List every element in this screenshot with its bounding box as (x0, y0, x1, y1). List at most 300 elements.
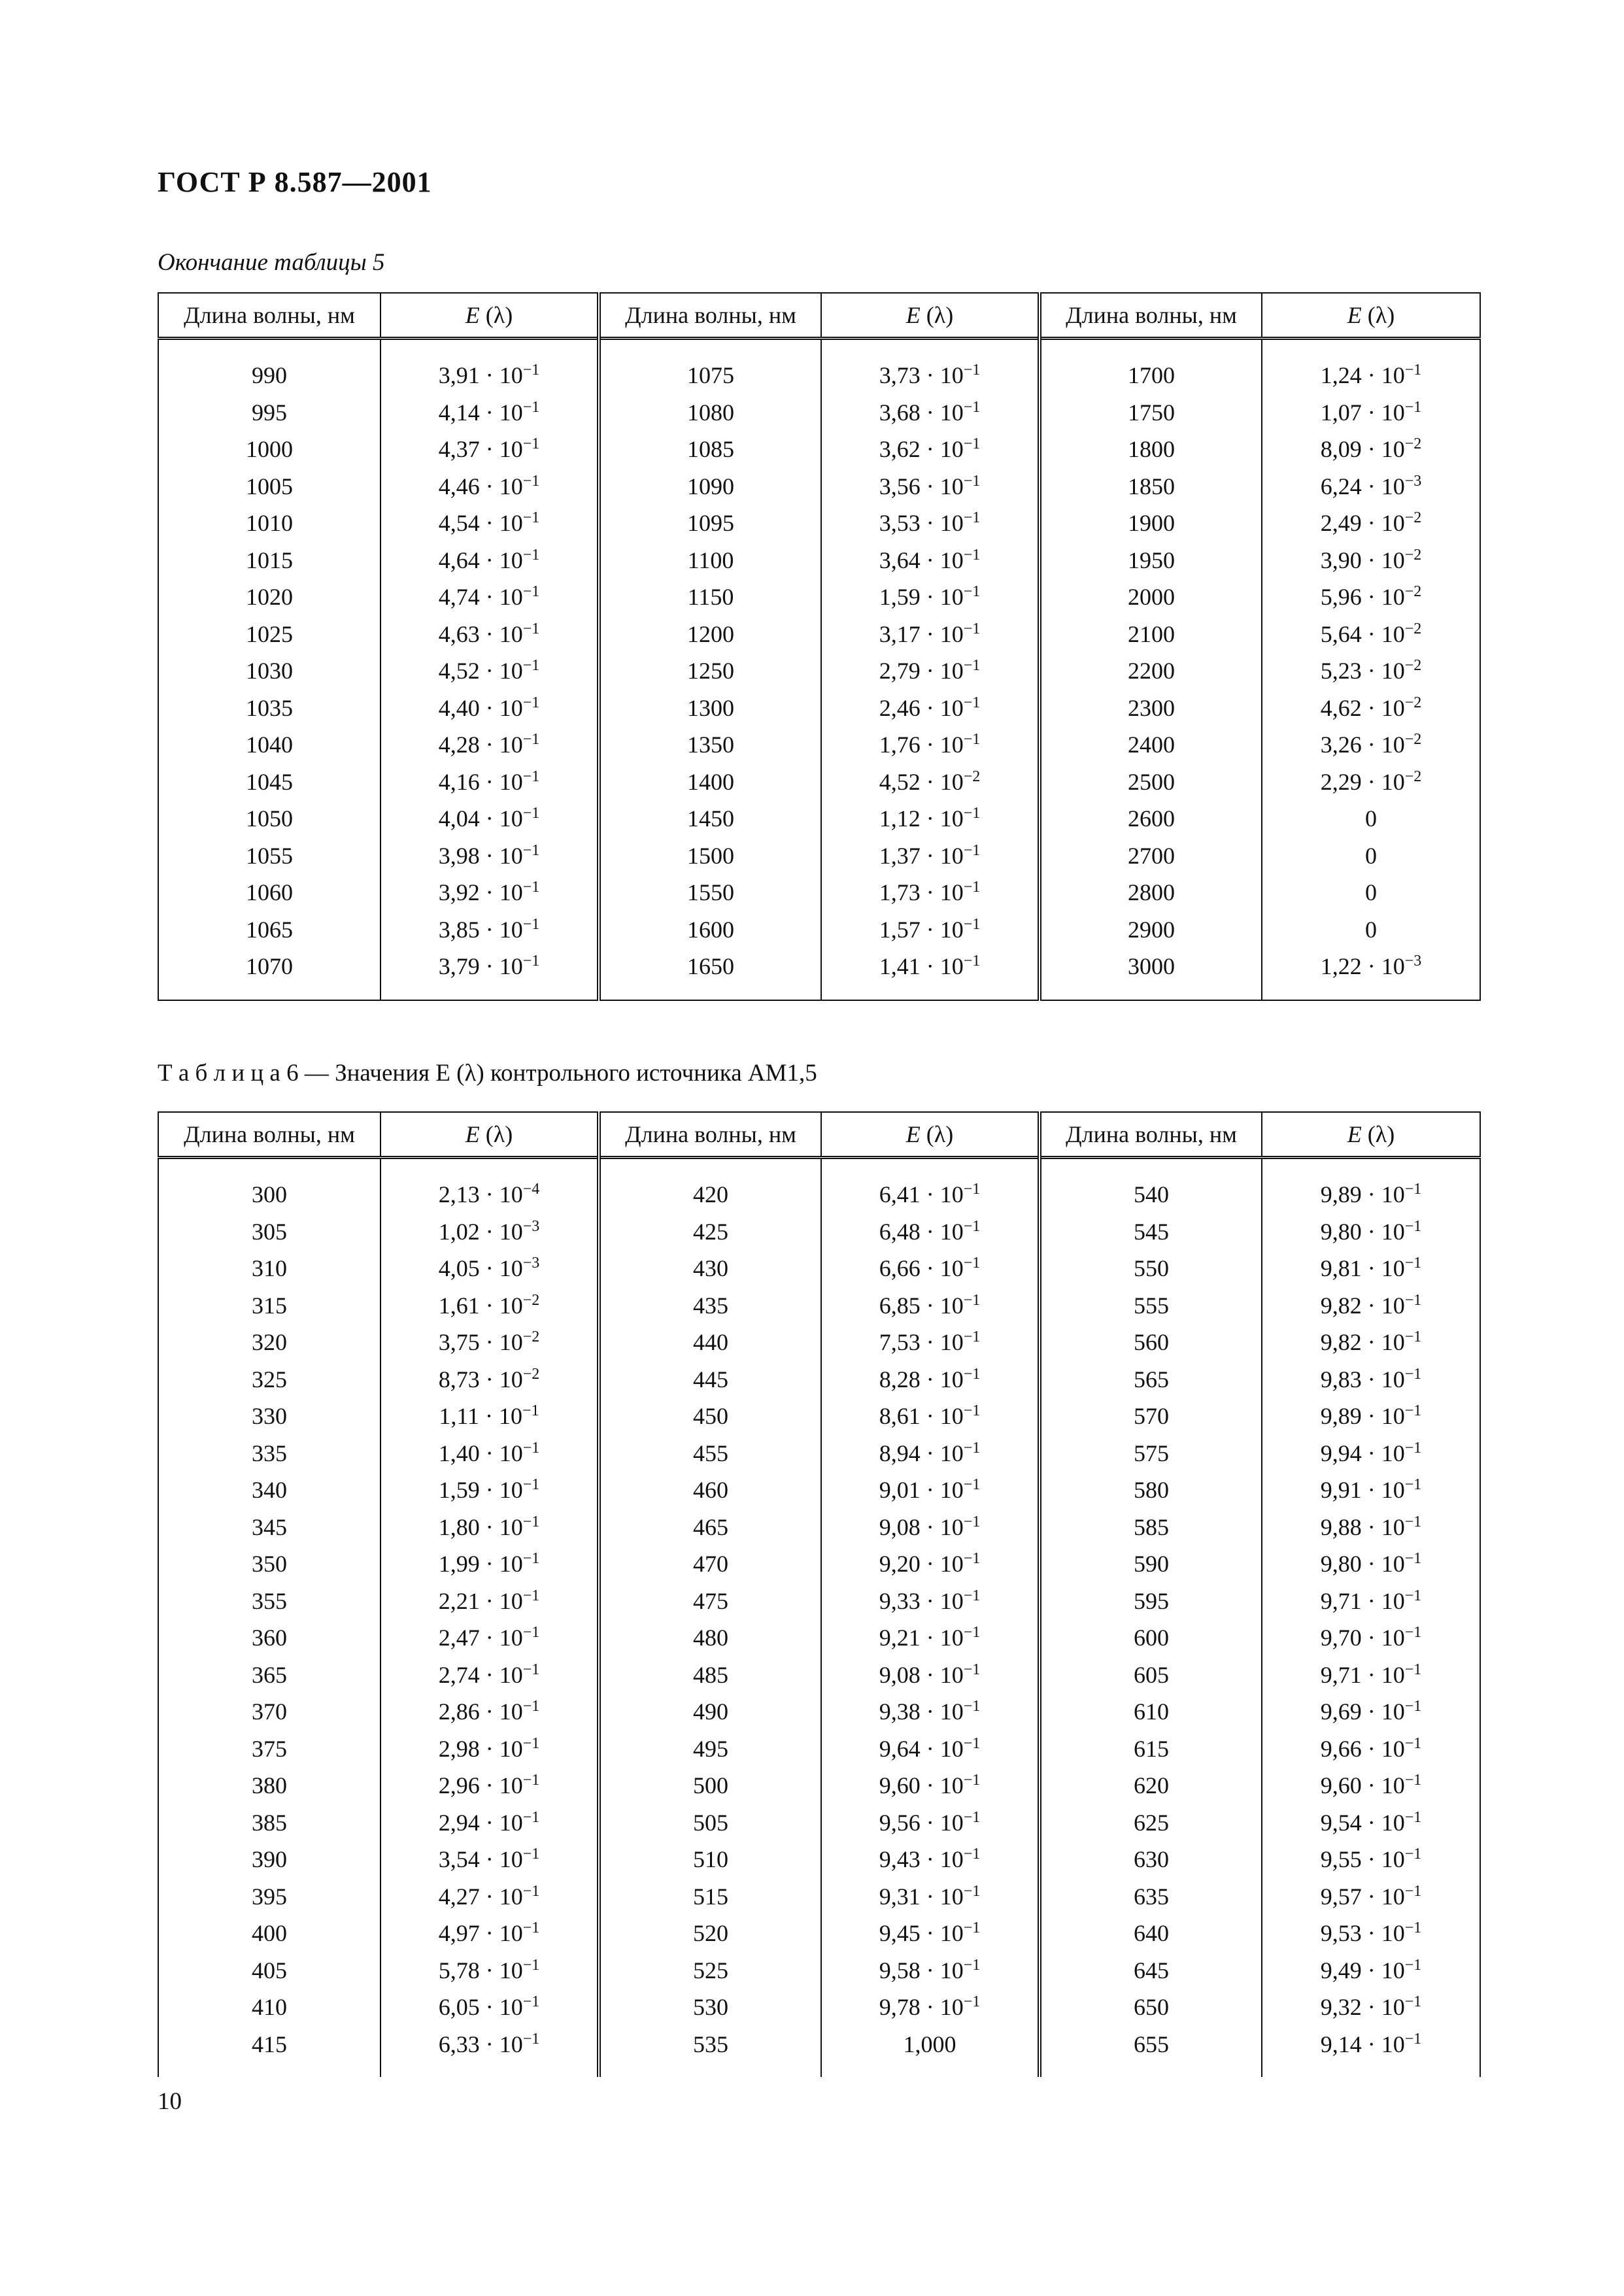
irradiance-exponent: −2 (963, 768, 981, 785)
irradiance-mantissa: 9,45 · 10 (879, 1920, 964, 1947)
irradiance-mantissa: 3,17 · 10 (879, 620, 964, 647)
irradiance-cell (381, 726, 599, 764)
wavelength-cell: 415 (158, 2026, 381, 2078)
irradiance-cell (821, 1509, 1040, 1546)
irradiance-mantissa: 1,24 · 10 (1320, 362, 1405, 389)
irradiance-exponent: −1 (1404, 1993, 1422, 2011)
wavelength-cell: 1300 (599, 690, 821, 727)
column-header-wavelength: Длина волны, нм (158, 1112, 381, 1158)
irradiance-mantissa: 0 (1365, 805, 1377, 832)
irradiance-cell (821, 505, 1040, 542)
irradiance-exponent: −4 (522, 1181, 540, 1198)
wavelength-cell: 355 (158, 1583, 381, 1620)
wavelength-cell: 330 (158, 1398, 381, 1435)
irradiance-mantissa: 9,70 · 10 (1320, 1625, 1405, 1651)
irradiance-cell (821, 1398, 1040, 1435)
wavelength-cell: 1030 (158, 652, 381, 690)
irradiance-cell (1262, 468, 1480, 505)
irradiance-mantissa: 8,09 · 10 (1320, 436, 1405, 463)
irradiance-cell (1262, 1878, 1480, 1916)
irradiance-mantissa: 4,64 · 10 (438, 547, 523, 573)
irradiance-exponent: −2 (1404, 435, 1422, 453)
irradiance-cell (1262, 800, 1480, 837)
irradiance-exponent: −2 (1404, 768, 1422, 785)
wavelength-cell: 1600 (599, 911, 821, 949)
irradiance-exponent: −1 (1404, 1956, 1422, 1974)
irradiance-mantissa: 9,49 · 10 (1320, 1957, 1405, 1984)
irradiance-mantissa: 1,40 · 10 (438, 1440, 523, 1466)
wavelength-cell: 1090 (599, 468, 821, 505)
irradiance-exponent: −1 (963, 1439, 981, 1457)
irradiance-exponent: −2 (1404, 694, 1422, 711)
wavelength-cell: 1035 (158, 690, 381, 727)
irradiance-mantissa: 9,82 · 10 (1320, 1292, 1405, 1319)
table-row (158, 1213, 1480, 1251)
irradiance-mantissa: 9,82 · 10 (1320, 1329, 1405, 1356)
irradiance-mantissa: 9,71 · 10 (1320, 1661, 1405, 1688)
table-row (158, 764, 1480, 801)
irradiance-cell (1262, 1472, 1480, 1509)
irradiance-mantissa: 9,38 · 10 (879, 1698, 964, 1725)
wavelength-cell: 535 (599, 2026, 821, 2078)
wavelength-cell: 575 (1040, 1435, 1262, 1472)
irradiance-cell (1262, 1545, 1480, 1583)
irradiance-cell (1262, 1435, 1480, 1472)
irradiance-cell (1262, 1657, 1480, 1694)
irradiance-mantissa: 1,41 · 10 (879, 953, 964, 980)
irradiance-mantissa: 4,54 · 10 (438, 510, 523, 537)
wavelength-cell: 2000 (1040, 579, 1262, 616)
irradiance-mantissa: 8,61 · 10 (879, 1403, 964, 1430)
irradiance-exponent: −1 (963, 1181, 981, 1198)
wavelength-cell: 2400 (1040, 726, 1262, 764)
irradiance-exponent: −1 (963, 731, 981, 749)
irradiance-mantissa: 1,61 · 10 (438, 1292, 523, 1319)
irradiance-mantissa: 1,59 · 10 (438, 1477, 523, 1504)
wavelength-cell: 1250 (599, 652, 821, 690)
wavelength-cell: 2800 (1040, 874, 1262, 911)
wavelength-cell: 350 (158, 1545, 381, 1583)
table5-header-row (158, 293, 1480, 339)
irradiance-exponent: −1 (1404, 1217, 1422, 1235)
irradiance-exponent: −1 (963, 398, 981, 416)
wavelength-cell: 2100 (1040, 616, 1262, 653)
irradiance-mantissa: 9,88 · 10 (1320, 1513, 1405, 1540)
table-row (158, 652, 1480, 690)
irradiance-mantissa: 1,57 · 10 (879, 916, 964, 943)
irradiance-exponent: −1 (963, 1217, 981, 1235)
irradiance-exponent: −1 (522, 1661, 540, 1678)
irradiance-cell (1262, 1324, 1480, 1361)
wavelength-cell: 1010 (158, 505, 381, 542)
irradiance-exponent: −1 (522, 1772, 540, 1789)
irradiance-cell (1262, 874, 1480, 911)
irradiance-cell (821, 1287, 1040, 1325)
wavelength-cell: 445 (599, 1361, 821, 1398)
irradiance-exponent: −1 (522, 1808, 540, 1826)
wavelength-cell: 520 (599, 1915, 821, 1952)
irradiance-exponent: −1 (1404, 1661, 1422, 1678)
wavelength-cell: 1850 (1040, 468, 1262, 505)
irradiance-mantissa: 9,53 · 10 (1320, 1920, 1405, 1947)
wavelength-cell: 615 (1040, 1730, 1262, 1768)
wavelength-cell: 1800 (1040, 431, 1262, 468)
irradiance-cell (821, 948, 1040, 1000)
wavelength-cell: 335 (158, 1435, 381, 1472)
table-row (158, 1324, 1480, 1361)
irradiance-exponent: −1 (963, 1291, 981, 1309)
wavelength-cell: 645 (1040, 1952, 1262, 1989)
table-row (158, 616, 1480, 653)
irradiance-cell (1262, 1213, 1480, 1251)
irradiance-mantissa: 9,08 · 10 (879, 1513, 964, 1540)
table6 (158, 1111, 1481, 2077)
wavelength-cell: 1045 (158, 764, 381, 801)
irradiance-cell (381, 1509, 599, 1546)
irradiance-exponent: −1 (1404, 1255, 1422, 1272)
irradiance-exponent: −1 (522, 1919, 540, 1937)
irradiance-mantissa: 0 (1365, 842, 1377, 869)
irradiance-exponent: −1 (963, 841, 981, 859)
wavelength-cell: 505 (599, 1804, 821, 1842)
irradiance-cell (821, 1324, 1040, 1361)
irradiance-mantissa: 1,000 (903, 2031, 956, 2057)
irradiance-cell (381, 652, 599, 690)
irradiance-mantissa: 2,98 · 10 (438, 1735, 523, 1762)
irradiance-cell (1262, 837, 1480, 875)
irradiance-exponent: −1 (1404, 1919, 1422, 1937)
irradiance-cell (1262, 1398, 1480, 1435)
table-row (158, 1767, 1480, 1804)
wavelength-cell: 300 (158, 1158, 381, 1213)
table5 (158, 292, 1481, 1001)
irradiance-mantissa: 1,11 · 10 (439, 1403, 523, 1430)
irradiance-mantissa: 6,24 · 10 (1320, 473, 1405, 499)
irradiance-exponent: −1 (963, 1402, 981, 1420)
irradiance-mantissa: 3,54 · 10 (438, 1846, 523, 1873)
irradiance-cell (381, 431, 599, 468)
irradiance-cell (821, 542, 1040, 579)
wavelength-cell: 430 (599, 1250, 821, 1287)
irradiance-exponent: −1 (963, 694, 981, 711)
irradiance-exponent: −2 (1404, 509, 1422, 527)
wavelength-cell: 400 (158, 1915, 381, 1952)
irradiance-cell (821, 1619, 1040, 1657)
irradiance-mantissa: 9,14 · 10 (1320, 2031, 1405, 2057)
wavelength-cell: 500 (599, 1767, 821, 1804)
irradiance-mantissa: 1,80 · 10 (438, 1513, 523, 1540)
irradiance-exponent: −2 (1404, 620, 1422, 637)
wavelength-cell: 580 (1040, 1472, 1262, 1509)
irradiance-cell (821, 1989, 1040, 2026)
irradiance-exponent: −1 (1404, 1624, 1422, 1642)
wavelength-cell: 440 (599, 1324, 821, 1361)
irradiance-exponent: −1 (1404, 1513, 1422, 1530)
irradiance-exponent: −1 (963, 435, 981, 453)
irradiance-mantissa: 2,46 · 10 (879, 694, 964, 721)
irradiance-mantissa: 1,73 · 10 (879, 879, 964, 906)
irradiance-cell (821, 1693, 1040, 1730)
irradiance-exponent: −1 (1404, 1365, 1422, 1383)
irradiance-mantissa: 4,14 · 10 (438, 399, 523, 426)
irradiance-exponent: −2 (1404, 583, 1422, 601)
wavelength-cell: 1550 (599, 874, 821, 911)
irradiance-mantissa: 4,27 · 10 (438, 1883, 523, 1910)
table-row (158, 1435, 1480, 1472)
irradiance-exponent: −1 (963, 546, 981, 564)
irradiance-mantissa: 5,64 · 10 (1320, 620, 1405, 647)
irradiance-mantissa: 7,53 · 10 (879, 1329, 964, 1356)
irradiance-exponent: −1 (963, 1846, 981, 1863)
irradiance-mantissa: 9,83 · 10 (1320, 1366, 1405, 1393)
irradiance-mantissa: 9,54 · 10 (1320, 1809, 1405, 1836)
irradiance-exponent: −1 (1404, 1476, 1422, 1494)
table-row (158, 1509, 1480, 1546)
irradiance-mantissa: 2,79 · 10 (879, 658, 964, 684)
wavelength-cell: 375 (158, 1730, 381, 1768)
irradiance-mantissa: 8,94 · 10 (879, 1440, 964, 1466)
irradiance-cell (381, 1693, 599, 1730)
wavelength-cell: 565 (1040, 1361, 1262, 1398)
irradiance-exponent: −1 (963, 1772, 981, 1789)
irradiance-cell (821, 1583, 1040, 1620)
irradiance-mantissa: 4,46 · 10 (438, 473, 523, 499)
table-row (158, 948, 1480, 1000)
wavelength-cell: 480 (599, 1619, 821, 1657)
irradiance-cell (381, 1619, 599, 1657)
irradiance-mantissa: 6,41 · 10 (879, 1181, 964, 1208)
irradiance-mantissa: 9,60 · 10 (879, 1772, 964, 1799)
irradiance-cell (381, 874, 599, 911)
irradiance-mantissa: 4,63 · 10 (438, 620, 523, 647)
irradiance-mantissa: 3,79 · 10 (438, 953, 523, 980)
irradiance-cell (821, 431, 1040, 468)
irradiance-mantissa: 9,78 · 10 (879, 1994, 964, 2021)
table-row (158, 1619, 1480, 1657)
irradiance-cell (1262, 1693, 1480, 1730)
irradiance-mantissa: 1,22 · 10 (1320, 953, 1405, 980)
irradiance-mantissa: 9,94 · 10 (1320, 1440, 1405, 1466)
irradiance-mantissa: 1,99 · 10 (438, 1551, 523, 1578)
column-header-wavelength: Длина волны, нм (1040, 1112, 1262, 1158)
irradiance-cell (1262, 339, 1480, 394)
irradiance-exponent: −1 (522, 879, 540, 896)
irradiance-mantissa: 2,21 · 10 (438, 1587, 523, 1614)
wavelength-cell: 1050 (158, 800, 381, 837)
irradiance-cell (381, 1767, 599, 1804)
irradiance-exponent: −1 (1404, 1328, 1422, 1346)
wavelength-cell: 2500 (1040, 764, 1262, 801)
irradiance-exponent: −1 (963, 1993, 981, 2011)
wavelength-cell: 610 (1040, 1693, 1262, 1730)
irradiance-exponent: −2 (1404, 731, 1422, 749)
column-header-wavelength: Длина волны, нм (158, 293, 381, 339)
irradiance-cell (1262, 1287, 1480, 1325)
irradiance-mantissa: 6,05 · 10 (438, 1994, 523, 2021)
irradiance-exponent: −1 (963, 362, 981, 379)
irradiance-cell (821, 1435, 1040, 1472)
irradiance-mantissa: 1,07 · 10 (1320, 399, 1405, 426)
irradiance-exponent: −1 (522, 1476, 540, 1494)
wavelength-cell: 640 (1040, 1915, 1262, 1952)
irradiance-exponent: −3 (1404, 953, 1422, 970)
irradiance-cell (1262, 542, 1480, 579)
irradiance-cell (1262, 1361, 1480, 1398)
irradiance-cell (381, 1324, 599, 1361)
table-row (158, 1989, 1480, 2026)
irradiance-exponent: −3 (522, 1255, 540, 1272)
irradiance-cell (821, 726, 1040, 764)
irradiance-cell (1262, 1250, 1480, 1287)
column-header-irradiance: E (λ) (821, 293, 1040, 339)
irradiance-cell (821, 394, 1040, 431)
irradiance-mantissa: 1,59 · 10 (879, 584, 964, 611)
wavelength-cell: 600 (1040, 1619, 1262, 1657)
irradiance-mantissa: 9,57 · 10 (1320, 1883, 1405, 1910)
irradiance-mantissa: 5,23 · 10 (1320, 658, 1405, 684)
table-row (158, 431, 1480, 468)
irradiance-exponent: −1 (522, 1402, 539, 1420)
wavelength-cell: 1055 (158, 837, 381, 875)
table-row (158, 1158, 1480, 1213)
wavelength-cell: 635 (1040, 1878, 1262, 1916)
irradiance-exponent: −1 (1404, 362, 1422, 379)
irradiance-mantissa: 3,90 · 10 (1320, 547, 1405, 573)
wavelength-cell: 2900 (1040, 911, 1262, 949)
irradiance-mantissa: 6,48 · 10 (879, 1218, 964, 1245)
table-row (158, 690, 1480, 727)
wavelength-cell: 465 (599, 1509, 821, 1546)
table-row (158, 1287, 1480, 1325)
table-row (158, 1398, 1480, 1435)
irradiance-exponent: −1 (1404, 1772, 1422, 1789)
irradiance-cell (1262, 1509, 1480, 1546)
irradiance-mantissa: 4,37 · 10 (438, 436, 523, 463)
wavelength-cell: 490 (599, 1693, 821, 1730)
table-row (158, 1952, 1480, 1989)
irradiance-cell (381, 837, 599, 875)
irradiance-mantissa: 3,73 · 10 (879, 362, 964, 389)
table-row (158, 505, 1480, 542)
irradiance-mantissa: 3,92 · 10 (438, 879, 523, 906)
wavelength-cell: 1450 (599, 800, 821, 837)
irradiance-mantissa: 9,69 · 10 (1320, 1698, 1405, 1725)
irradiance-cell (1262, 505, 1480, 542)
irradiance-exponent: −1 (963, 1919, 981, 1937)
irradiance-mantissa: 4,62 · 10 (1320, 694, 1405, 721)
irradiance-mantissa: 9,91 · 10 (1320, 1477, 1405, 1504)
irradiance-exponent: −1 (522, 2030, 540, 2048)
wavelength-cell: 2700 (1040, 837, 1262, 875)
wavelength-cell: 540 (1040, 1158, 1262, 1213)
irradiance-cell (1262, 431, 1480, 468)
wavelength-cell: 460 (599, 1472, 821, 1509)
irradiance-mantissa: 8,28 · 10 (879, 1366, 964, 1393)
irradiance-mantissa: 9,89 · 10 (1320, 1403, 1405, 1430)
irradiance-exponent: −2 (522, 1328, 540, 1346)
irradiance-mantissa: 4,04 · 10 (438, 805, 523, 832)
irradiance-mantissa: 9,58 · 10 (879, 1957, 964, 1984)
wavelength-cell: 525 (599, 1952, 821, 1989)
irradiance-mantissa: 4,52 · 10 (879, 768, 964, 795)
table-row (158, 837, 1480, 875)
irradiance-cell (821, 800, 1040, 837)
irradiance-cell (381, 579, 599, 616)
irradiance-exponent: −1 (522, 1513, 540, 1530)
irradiance-exponent: −1 (522, 1993, 540, 2011)
table-row (158, 1804, 1480, 1842)
wavelength-cell: 570 (1040, 1398, 1262, 1435)
irradiance-mantissa: 9,32 · 10 (1320, 1994, 1405, 2021)
irradiance-mantissa: 2,96 · 10 (438, 1772, 523, 1799)
wavelength-cell: 495 (599, 1730, 821, 1768)
irradiance-cell (821, 690, 1040, 727)
irradiance-cell (381, 1804, 599, 1842)
wavelength-cell: 1650 (599, 948, 821, 1000)
irradiance-cell (821, 837, 1040, 875)
irradiance-exponent: −1 (963, 805, 981, 822)
wavelength-cell: 1700 (1040, 339, 1262, 394)
irradiance-cell (821, 1472, 1040, 1509)
irradiance-cell (1262, 1841, 1480, 1878)
irradiance-exponent: −1 (963, 1476, 981, 1494)
irradiance-mantissa: 9,66 · 10 (1320, 1735, 1405, 1762)
table-row (158, 1361, 1480, 1398)
wavelength-cell: 450 (599, 1398, 821, 1435)
irradiance-exponent: −1 (963, 1808, 981, 1826)
irradiance-cell (1262, 726, 1480, 764)
irradiance-exponent: −1 (963, 1550, 981, 1568)
irradiance-exponent: −2 (1404, 657, 1422, 675)
table-row (158, 339, 1480, 394)
wavelength-cell: 1025 (158, 616, 381, 653)
irradiance-exponent: −1 (522, 583, 540, 601)
irradiance-exponent: −1 (963, 1255, 981, 1272)
table-row (158, 1841, 1480, 1878)
wavelength-cell: 995 (158, 394, 381, 431)
wavelength-cell: 310 (158, 1250, 381, 1287)
irradiance-exponent: −1 (1404, 1698, 1422, 1715)
irradiance-cell (381, 1361, 599, 1398)
irradiance-mantissa: 6,33 · 10 (438, 2031, 523, 2057)
irradiance-exponent: −1 (963, 879, 981, 896)
column-header-wavelength: Длина волны, нм (599, 293, 821, 339)
irradiance-exponent: −1 (1404, 1882, 1422, 1900)
irradiance-exponent: −1 (522, 768, 540, 785)
table-row (158, 1472, 1480, 1509)
irradiance-exponent: −1 (963, 657, 981, 675)
irradiance-cell (381, 394, 599, 431)
irradiance-mantissa: 3,98 · 10 (438, 842, 523, 869)
irradiance-cell (1262, 1158, 1480, 1213)
irradiance-exponent: −1 (522, 472, 540, 490)
irradiance-cell (1262, 1952, 1480, 1989)
irradiance-exponent: −1 (1404, 1439, 1422, 1457)
wavelength-cell: 1065 (158, 911, 381, 949)
table6-header-row (158, 1112, 1480, 1158)
table-row (158, 726, 1480, 764)
irradiance-cell (1262, 764, 1480, 801)
irradiance-exponent: −1 (522, 546, 540, 564)
irradiance-cell (1262, 1583, 1480, 1620)
wavelength-cell: 555 (1040, 1287, 1262, 1325)
irradiance-exponent: −1 (522, 1587, 540, 1604)
irradiance-exponent: −3 (1404, 472, 1422, 490)
wavelength-cell: 340 (158, 1472, 381, 1509)
irradiance-cell (381, 1657, 599, 1694)
wavelength-cell: 1150 (599, 579, 821, 616)
wavelength-cell: 1075 (599, 339, 821, 394)
